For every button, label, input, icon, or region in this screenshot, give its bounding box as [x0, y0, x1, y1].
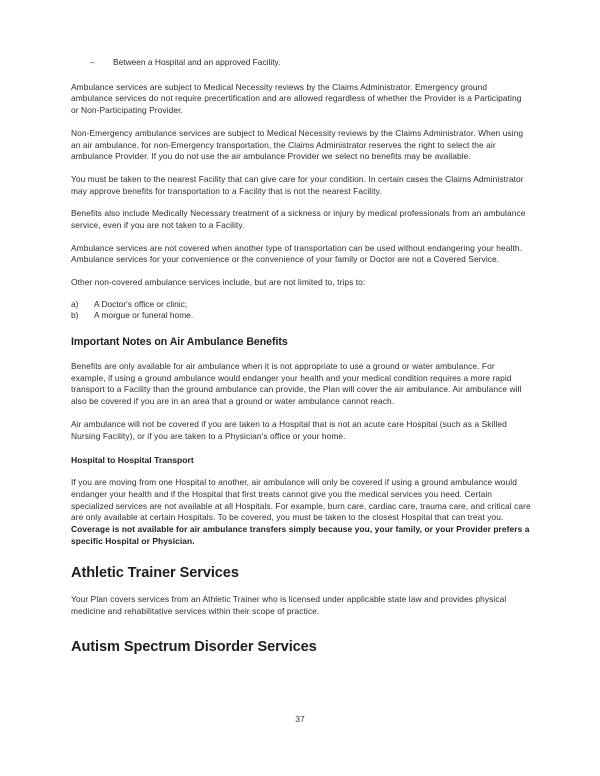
heading-athletic-trainer-services: Athletic Trainer Services: [71, 565, 239, 582]
paragraph-other-non-covered-intro: Other non-covered ambulance services include, but are not limited to, trips to:: [71, 277, 366, 288]
paragraph-not-covered-transportation: Ambulance services are not covered when another type of transportation can be used without endangering your health. Ambulance services for your convenience or the convenience of your family or Doctor are not a Covered Service.: [71, 242, 523, 265]
list-item-marker: a): [71, 298, 79, 309]
page-number: 37: [295, 714, 305, 724]
document-content: [71, 57, 531, 668]
heading-hospital-to-hospital-transport: Hospital to Hospital Transport: [71, 455, 194, 466]
paragraph-nearest-facility: You must be taken to the nearest Facility that can give care for your condition. In certain cases the Claims Administrator may approve benefits for transportation to a Facility that is not the nearest Facility.: [71, 173, 524, 196]
paragraph-medically-necessary-treatment: Benefits also include Medically Necessary treatment of a sickness or injury by medical professionals from an ambulance service, even if you are not taken to a Facility.: [71, 208, 526, 231]
paragraph-air-ambulance-exclusions: Air ambulance will not be covered if you are taken to a Hospital that is not an acute care Hospital (such as a Skilled Nursing Facility), or if you are taken to a Physician's office or your home.: [71, 418, 507, 441]
list-item: [71, 310, 531, 322]
heading-important-notes-air-ambulance: Important Notes on Air Ambulance Benefits: [71, 336, 288, 349]
paragraph-athletic-trainer: Your Plan covers services from an Athletic Trainer who is licensed under applicable state law and provides physical medicine and rehabilitative services within their scope of practice.: [71, 594, 507, 617]
paragraph-hospital-transport-emphasis: Coverage is not available for air ambulance transfers simply because you, your family, or your Provider prefers a specific Hospital or Physician.: [71, 524, 530, 546]
paragraph-hospital-transport: [71, 477, 531, 547]
paragraph-non-emergency-ambulance: Non-Emergency ambulance services are subject to Medical Necessity reviews by the Claims Administrator. When using an air ambulance, for non-Emergency transportation, the Claims Administrator reserves the right to select the air ambulance Provider. If you do not use the air ambulance Provider we select no benefits may be available.: [71, 127, 524, 162]
list-item-label: A morgue or funeral home.: [94, 310, 194, 321]
dash-list-item: [71, 57, 531, 69]
paragraph-hospital-transport-text: If you are moving from one Hospital to another, air ambulance will only be covered if using a ground ambulance would endanger your health and if the Hospital that first treats cannot give you the medical services you need. Certain specialized services are not available at all Hospitals. For example, burn care, cardiac care, trauma care, and critical care are only available at certain Hospitals. To be covered, you must be taken to the closest Hospital that can treat you.: [71, 477, 531, 523]
dash-marker-icon: –: [90, 57, 95, 67]
list-item: [71, 299, 531, 311]
dash-list-item-label: Between a Hospital and an approved Facility.: [113, 57, 281, 67]
list-item-label: A Doctor's office or clinic;: [94, 298, 188, 309]
paragraph-ambulance-medical-necessity: Ambulance services are subject to Medical Necessity reviews by the Claims Administrator. Emergency ground ambulance services do not require precertification and are allowed regardless of whether the Provider is a Participating or Non-Participating Provider.: [71, 81, 522, 116]
paragraph-air-ambulance-availability: Benefits are only available for air ambulance when it is not appropriate to use a ground or water ambulance. For example, if using a ground ambulance would endanger your health and your medical condition requires a more rapid transport to a Facility than the ground ambulance can provide, the Plan will cover the air ambulance. Air ambulance will also be covered if you are in an area that a ground or water ambulance cannot reach.: [71, 361, 522, 407]
non-covered-trips-list: [71, 299, 531, 322]
heading-autism-spectrum-disorder-services: Autism Spectrum Disorder Services: [71, 638, 317, 655]
list-item-marker: b): [71, 310, 79, 321]
